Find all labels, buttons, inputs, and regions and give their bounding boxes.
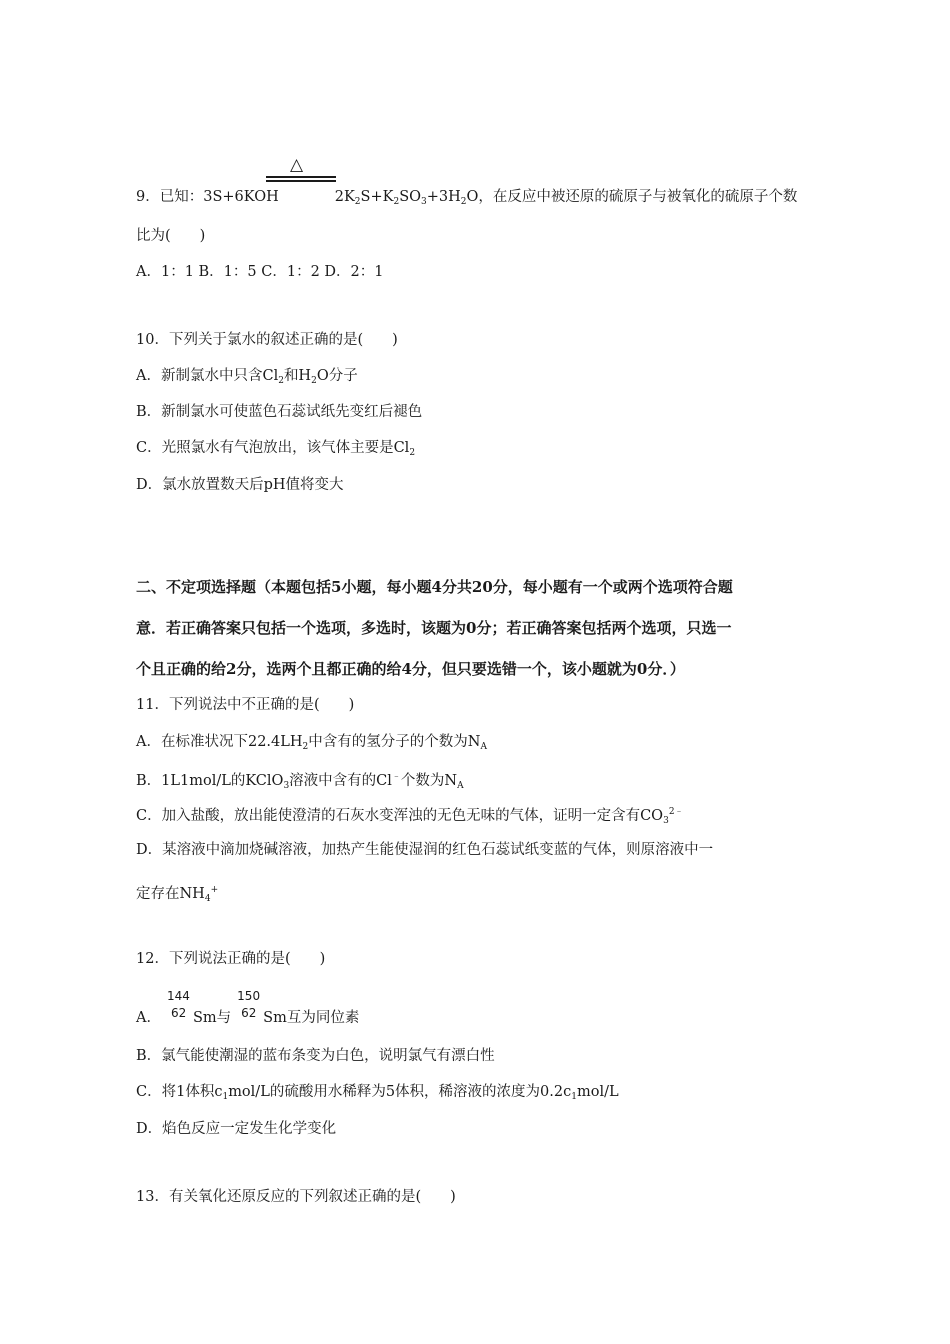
q11-option-a: A．在标准状况下$22.4LH_2$中含有的氢分子的个数为$N_A$	[136, 734, 487, 752]
q9-stem: 9．已知：3S+6KOH $2K_2S+K_2SO_3+3H_2O$，在反应中被还原的硫原子与被氧化的硫原子个数	[136, 189, 798, 207]
nuclide-sm-144: 144 62	[166, 989, 190, 1020]
q13-stem: 13．有关氧化还原反应的下列叙述正确的是( )	[136, 1189, 456, 1205]
q10-stem: 10．下列关于氯水的叙述正确的是( )	[136, 332, 398, 348]
q9-options: A．1：1 B．1：5 C．1：2 D．2：1	[136, 264, 384, 280]
q11-option-d-line2: 定存在$NH_4^+$	[136, 885, 219, 904]
condition-bar	[266, 180, 336, 182]
q11-option-d-line1: D．某溶液中滴加烧碱溶液，加热产生能使湿润的红色石蕊试纸变蓝的气体，则原溶液中一	[136, 842, 714, 858]
section2-heading-line3: 个且正确的给2分，选两个且都正确的给4分，但只要选错一个，该小题就为0分．）	[136, 660, 685, 678]
q12-option-d: D．焰色反应一定发生化学变化	[136, 1121, 337, 1137]
q11-option-c: C．加入盐酸，放出能使澄清的石灰水变浑浊的无色无味的气体，证明一定含有$CO_3^{2﹣}$	[136, 807, 684, 826]
q12-stem: 12．下列说法正确的是( )	[136, 951, 326, 967]
nuclide-sm-150: 150 62	[237, 989, 261, 1020]
q10-option-c: C．光照氯水有气泡放出，该气体主要是$Cl_2$	[136, 440, 416, 458]
q11-stem: 11．下列说法中不正确的是( )	[136, 697, 355, 713]
q11-option-b: B．1L1mol/L的KClO$_3$溶液中含有的Cl﹣个数为$N_A$	[136, 772, 464, 791]
condition-bar	[266, 176, 336, 178]
heat-triangle-icon: △	[290, 155, 304, 175]
q10-option-a: A．新制氯水中只含$Cl_2$和$H_2O$分子	[136, 368, 358, 386]
section2-heading-line1: 二、不定项选择题（本题包括5小题，每小题4分共20分，每小题有一个或两个选项符合题	[136, 578, 733, 596]
q12-option-a: A． 144 62 Sm与 150 62 Sm互为同位素	[136, 989, 360, 1026]
q10-option-b: B．新制氯水可使蓝色石蕊试纸先变红后褪色	[136, 404, 423, 420]
q9-stem-line2: 比为( )	[136, 228, 206, 244]
section2-heading-line2: 意．若正确答案只包括一个选项，多选时，该题为0分；若正确答案包括两个选项，只选一	[136, 619, 732, 637]
q12-option-b: B．氯气能使潮湿的蓝布条变为白色，说明氯气有漂白性	[136, 1048, 495, 1064]
q12-option-c: C．将1体积$c_1mol/L$的硫酸用水稀释为5体积，稀溶液的浓度为$0.2c_1mol/L$	[136, 1084, 619, 1102]
q10-option-d: D．氯水放置数天后pH值将变大	[136, 477, 344, 493]
reaction-condition-heat	[266, 156, 336, 182]
